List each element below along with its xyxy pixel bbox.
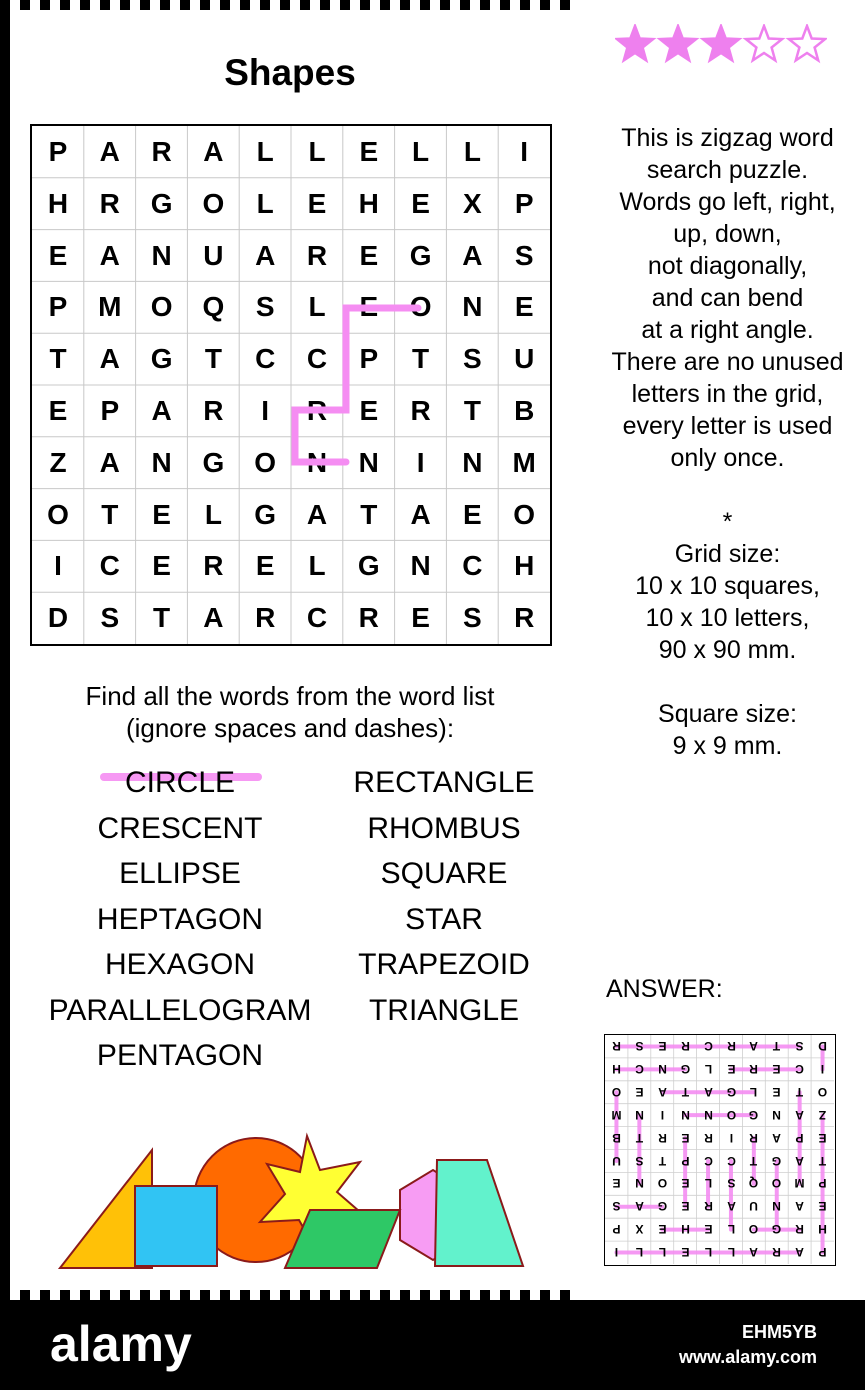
grid-cell[interactable]: E xyxy=(152,498,171,530)
description-line: Square size: xyxy=(658,700,797,728)
answer-cell: E xyxy=(704,1222,713,1237)
found-word-path xyxy=(32,126,550,644)
description-line: 90 x 90 mm. xyxy=(658,636,797,664)
puzzle-title: Shapes xyxy=(224,52,356,93)
grid-cell[interactable]: L xyxy=(412,136,430,167)
answer-cell: I xyxy=(820,1062,825,1077)
answer-cell: A xyxy=(749,1245,759,1260)
answer-cell: I xyxy=(729,1131,733,1146)
grid-cell[interactable]: E xyxy=(48,395,68,426)
grid-cell[interactable]: E xyxy=(48,239,68,271)
answer-cell: A xyxy=(703,1085,713,1100)
answer-cell: M xyxy=(611,1108,622,1123)
grid-cell[interactable]: R xyxy=(306,395,328,426)
answer-cell: A xyxy=(795,1245,805,1260)
answer-cell: P xyxy=(795,1131,804,1146)
answer-cell: I xyxy=(614,1245,619,1260)
grid-cell[interactable]: H xyxy=(47,187,69,219)
grid-cell[interactable]: E xyxy=(152,550,171,582)
answer-cell: A xyxy=(772,1131,782,1146)
answer-cell: H xyxy=(680,1222,690,1237)
answer-cell: L xyxy=(635,1245,644,1260)
answer-cell: E xyxy=(818,1199,827,1214)
shapes-illustration xyxy=(55,1130,530,1270)
word-list-item: RHOMBUS xyxy=(367,811,521,845)
answer-cell: E xyxy=(818,1131,827,1146)
letter-grid xyxy=(30,124,552,646)
grid-cell[interactable]: U xyxy=(514,343,535,375)
answer-cell: N xyxy=(635,1176,644,1191)
answer-cell: G xyxy=(772,1222,782,1237)
description-line xyxy=(590,474,865,506)
answer-grid xyxy=(604,1034,836,1266)
grid-cell[interactable]: I xyxy=(416,446,425,478)
grid-cell[interactable]: E xyxy=(255,550,275,582)
answer-cell: G xyxy=(680,1062,690,1077)
grid-cell[interactable]: E xyxy=(411,187,430,219)
word-list-item: PARALLELOGRAM xyxy=(48,993,312,1027)
grid-cell[interactable]: R xyxy=(306,239,328,271)
answer-cell: O xyxy=(611,1085,622,1100)
grid-cell[interactable]: G xyxy=(254,498,277,530)
answer-cell: N xyxy=(772,1199,782,1214)
description-line: Words go left, right, xyxy=(619,188,836,216)
answer-cell: C xyxy=(635,1062,644,1077)
description-line xyxy=(590,666,865,698)
answer-cell: R xyxy=(680,1039,690,1054)
grid-cell[interactable]: S xyxy=(463,343,482,375)
answer-label: ANSWER: xyxy=(606,975,723,1003)
answer-cell: E xyxy=(612,1176,621,1191)
answer-cell: G xyxy=(772,1154,782,1168)
description-line: * xyxy=(722,508,733,536)
answer-cell: A xyxy=(795,1108,805,1123)
grid-cell[interactable]: E xyxy=(514,291,534,323)
grid-cell[interactable]: R xyxy=(514,602,535,634)
instruction-line: Find all the words from the word list xyxy=(85,681,495,711)
answer-cell: E xyxy=(658,1222,667,1237)
grid-cell[interactable]: L xyxy=(308,136,326,167)
answer-cell: A xyxy=(726,1199,736,1214)
star-filled-icon xyxy=(660,26,696,60)
grid-cell[interactable]: A xyxy=(203,136,224,167)
answer-cell: C xyxy=(703,1039,713,1054)
description-line: at a right angle. xyxy=(641,316,814,344)
word-list-item: HEXAGON xyxy=(104,948,256,981)
grid-cell[interactable]: E xyxy=(359,136,379,167)
answer-cell: U xyxy=(612,1154,621,1168)
description-line: up, down, xyxy=(673,220,782,248)
grid-cell[interactable]: Z xyxy=(49,446,67,478)
answer-cell: N xyxy=(772,1108,782,1123)
answer-cell: T xyxy=(750,1154,758,1168)
answer-cell: L xyxy=(750,1085,758,1100)
answer-cell: O xyxy=(749,1222,759,1237)
difficulty-rating xyxy=(615,24,827,64)
puzzle-description xyxy=(590,122,865,762)
alamy-logo: alamy xyxy=(50,1316,192,1372)
instructions xyxy=(10,680,570,744)
grid-cell[interactable]: G xyxy=(357,550,380,582)
answer-cell: T xyxy=(681,1085,689,1100)
grid-cell[interactable]: B xyxy=(514,395,535,426)
grid-cell[interactable]: Q xyxy=(202,291,225,323)
grid-cell[interactable]: C xyxy=(99,550,120,582)
answer-cell: T xyxy=(635,1131,644,1146)
grid-cell[interactable]: A xyxy=(462,239,483,271)
grid-cell[interactable]: G xyxy=(409,239,432,271)
grid-cell[interactable]: O xyxy=(409,291,432,323)
description-line: This is zigzag word xyxy=(621,124,834,152)
grid-cell[interactable]: L xyxy=(463,136,481,167)
word-list-item: STAR xyxy=(405,902,483,936)
grid-cell[interactable]: M xyxy=(512,446,536,478)
answer-cell: L xyxy=(704,1176,712,1191)
grid-cell[interactable]: N xyxy=(151,446,172,478)
answer-cell: R xyxy=(749,1062,759,1077)
answer-cell: T xyxy=(658,1154,666,1168)
grid-cell[interactable]: T xyxy=(101,498,119,530)
answer-cell: O xyxy=(772,1176,782,1191)
answer-cell: S xyxy=(795,1039,804,1054)
grid-cell[interactable]: P xyxy=(48,291,68,323)
answer-cell: R xyxy=(772,1245,782,1260)
star-empty-icon xyxy=(789,26,825,60)
description-line: search puzzle. xyxy=(646,156,809,184)
word-list-item: SQUARE xyxy=(380,857,508,890)
grid-cell[interactable]: E xyxy=(307,187,327,219)
answer-cell: S xyxy=(612,1199,621,1214)
answer-cell: R xyxy=(703,1131,713,1146)
description-line: 9 x 9 mm. xyxy=(672,732,783,760)
grid-cell[interactable]: I xyxy=(54,550,62,582)
grid-cell[interactable]: N xyxy=(358,446,379,478)
grid-cell[interactable]: H xyxy=(514,550,535,582)
word-list-item: TRIANGLE xyxy=(368,993,520,1027)
site-url: www.alamy.com xyxy=(678,1347,817,1367)
word-list-item: ELLIPSE xyxy=(119,857,241,890)
answer-cell: P xyxy=(818,1176,827,1191)
answer-cell: T xyxy=(796,1085,804,1100)
answer-cell: X xyxy=(635,1222,644,1237)
answer-cell: E xyxy=(681,1245,690,1260)
grid-cell[interactable]: L xyxy=(308,291,326,323)
answer-cell: E xyxy=(681,1131,690,1146)
answer-cell: E xyxy=(635,1085,644,1100)
grid-cell[interactable]: S xyxy=(255,291,275,323)
answer-cell: R xyxy=(703,1199,713,1214)
grid-cell[interactable]: R xyxy=(203,550,224,582)
answer-cell: C xyxy=(726,1154,736,1168)
word-list-item: TRAPEZOID xyxy=(358,948,530,981)
answer-cell: R xyxy=(726,1039,736,1054)
grid-cell[interactable]: E xyxy=(359,239,379,271)
grid-cell[interactable]: L xyxy=(256,136,274,167)
answer-cell: D xyxy=(818,1039,827,1054)
answer-cell: C xyxy=(795,1062,805,1077)
answer-cell: M xyxy=(794,1176,805,1191)
answer-cell: U xyxy=(749,1199,759,1214)
answer-cell: R xyxy=(795,1222,805,1237)
grid-cell[interactable]: E xyxy=(359,395,379,426)
grid-cell[interactable]: C xyxy=(255,343,276,375)
grid-cell[interactable]: N xyxy=(306,446,328,478)
grid-cell[interactable]: L xyxy=(308,550,326,582)
grid-cell[interactable]: R xyxy=(255,602,276,634)
grid-cell[interactable]: A xyxy=(99,239,120,271)
word-list-item: PENTAGON xyxy=(96,1039,264,1072)
grid-cell[interactable]: E xyxy=(411,602,430,634)
answer-cell: E xyxy=(658,1039,667,1054)
grid-cell[interactable]: E xyxy=(359,291,379,323)
word-list-item: CIRCLE xyxy=(124,766,236,799)
grid-cell[interactable]: H xyxy=(358,187,379,219)
star-empty-icon xyxy=(746,26,782,60)
grid-cell[interactable]: N xyxy=(462,291,483,323)
answer-cell: R xyxy=(657,1131,667,1146)
star-filled-icon xyxy=(703,26,739,60)
description-line: There are no unused xyxy=(611,348,844,376)
answer-cell: N xyxy=(657,1062,667,1077)
grid-cell[interactable]: T xyxy=(204,343,222,375)
answer-cell: C xyxy=(703,1154,713,1168)
grid-cell[interactable]: O xyxy=(47,498,69,530)
grid-cell[interactable]: O xyxy=(202,187,225,219)
description-line: every letter is used xyxy=(622,412,833,440)
answer-cell: L xyxy=(704,1062,712,1077)
answer-cell: L xyxy=(727,1245,735,1260)
answer-cell: N xyxy=(680,1108,690,1123)
answer-cell: G xyxy=(749,1108,759,1123)
grid-cell[interactable]: A xyxy=(306,498,328,530)
grid-cell[interactable]: R xyxy=(203,395,224,426)
answer-cell: A xyxy=(795,1154,805,1168)
answer-cell: Q xyxy=(749,1176,759,1191)
grid-cell[interactable]: A xyxy=(99,446,120,478)
answer-cell: E xyxy=(772,1085,781,1100)
answer-cell: T xyxy=(773,1039,781,1054)
grid-cell[interactable]: C xyxy=(306,602,328,634)
word-list-item: CRESCENT xyxy=(97,811,263,845)
grid-cell[interactable]: N xyxy=(410,550,431,582)
grid-cell[interactable]: P xyxy=(100,395,120,426)
answer-cell: L xyxy=(704,1245,712,1260)
description-line: only once. xyxy=(670,444,785,472)
grid-cell[interactable]: R xyxy=(151,136,172,167)
grid-cell[interactable]: C xyxy=(462,550,483,582)
grid-cell[interactable]: P xyxy=(359,343,379,375)
grid-cell[interactable]: S xyxy=(514,239,534,271)
grid-cell[interactable]: G xyxy=(202,446,225,478)
grid-cell[interactable]: T xyxy=(463,395,481,426)
answer-cell: A xyxy=(795,1199,805,1214)
grid-cell[interactable]: P xyxy=(48,136,68,167)
answer-cell: O xyxy=(726,1108,736,1123)
grid-cell[interactable]: U xyxy=(203,239,224,271)
grid-cell[interactable]: C xyxy=(306,343,328,375)
description-line: and can bend xyxy=(651,284,804,312)
grid-cell[interactable]: I xyxy=(520,136,529,167)
description-line: letters in the grid, xyxy=(631,380,824,408)
grid-cell[interactable]: L xyxy=(256,187,274,219)
answer-cell: H xyxy=(612,1062,621,1077)
answer-cell: L xyxy=(727,1222,735,1237)
description-line: Grid size: xyxy=(674,540,781,568)
grid-cell[interactable]: T xyxy=(153,602,171,634)
answer-cell: I xyxy=(660,1108,664,1123)
description-line: 10 x 10 letters, xyxy=(645,604,810,632)
instruction-line: (ignore spaces and dashes): xyxy=(125,713,455,743)
description-line: 10 x 10 squares, xyxy=(635,572,820,600)
answer-cell: E xyxy=(681,1199,690,1214)
answer-cell: O xyxy=(657,1176,667,1191)
answer-cell: A xyxy=(657,1085,667,1100)
grid-cell[interactable]: P xyxy=(514,187,534,219)
grid-cell[interactable]: A xyxy=(151,395,172,426)
answer-cell: E xyxy=(772,1062,781,1077)
answer-cell: N xyxy=(635,1108,644,1123)
trapezoid-shape xyxy=(435,1160,523,1266)
grid-cell[interactable]: T xyxy=(49,343,67,375)
grid-cell[interactable]: R xyxy=(99,187,120,219)
grid-cell[interactable]: O xyxy=(150,291,173,323)
answer-cell: B xyxy=(612,1131,621,1146)
grid-cell[interactable]: N xyxy=(462,446,483,478)
grid-cell[interactable]: A xyxy=(99,136,120,167)
grid-cell[interactable]: R xyxy=(358,602,379,634)
grid-cell[interactable]: R xyxy=(410,395,431,426)
answer-cell: L xyxy=(658,1245,666,1260)
grid-cell[interactable]: E xyxy=(463,498,482,530)
grid-cell[interactable]: L xyxy=(204,498,222,530)
grid-cell[interactable]: S xyxy=(100,602,120,634)
answer-cell: A xyxy=(749,1039,759,1054)
answer-cell: S xyxy=(727,1176,736,1191)
answer-cell: S xyxy=(635,1154,644,1168)
answer-cell: N xyxy=(703,1108,713,1123)
grid-cell[interactable]: A xyxy=(410,498,431,530)
circle-path xyxy=(295,308,418,462)
word-list-item: HEPTAGON xyxy=(96,902,264,936)
grid-cell[interactable]: X xyxy=(463,187,482,219)
answer-cell: E xyxy=(681,1176,690,1191)
answer-cell: P xyxy=(681,1154,690,1168)
grid-cell[interactable]: T xyxy=(412,343,430,375)
star-filled-icon xyxy=(617,26,653,60)
grid-cell[interactable]: G xyxy=(150,343,173,375)
answer-cell: R xyxy=(612,1039,621,1054)
grid-cell[interactable]: M xyxy=(98,291,122,323)
stock-id: EHM5YB xyxy=(741,1322,817,1342)
answer-cell: H xyxy=(818,1222,827,1237)
grid-cell[interactable]: N xyxy=(151,239,172,271)
answer-cell: P xyxy=(612,1222,621,1237)
answer-cell: T xyxy=(818,1154,827,1168)
word-list-item: RECTANGLE xyxy=(353,766,535,799)
answer-cell: G xyxy=(726,1085,736,1100)
grid-cell[interactable]: T xyxy=(360,498,378,530)
answer-cell: Z xyxy=(818,1108,827,1123)
answer-cell: G xyxy=(657,1199,667,1214)
square-shape xyxy=(135,1186,217,1266)
answer-cell: E xyxy=(727,1062,736,1077)
grid-cell[interactable]: A xyxy=(99,343,120,375)
grid-cell[interactable]: A xyxy=(255,239,276,271)
answer-cell: A xyxy=(635,1199,644,1214)
description-line: not diagonally, xyxy=(647,252,808,280)
grid-cell[interactable]: G xyxy=(150,187,173,219)
grid-cell[interactable]: A xyxy=(203,602,224,634)
grid-cell[interactable]: O xyxy=(254,446,277,478)
grid-cell[interactable]: S xyxy=(463,602,482,634)
grid-cell[interactable]: I xyxy=(261,395,270,426)
answer-cell: S xyxy=(635,1039,644,1054)
answer-cell: O xyxy=(817,1085,828,1100)
answer-cell: P xyxy=(818,1245,827,1260)
answer-cell: R xyxy=(749,1131,759,1146)
grid-cell[interactable]: D xyxy=(47,602,69,634)
grid-cell[interactable]: O xyxy=(513,498,536,530)
